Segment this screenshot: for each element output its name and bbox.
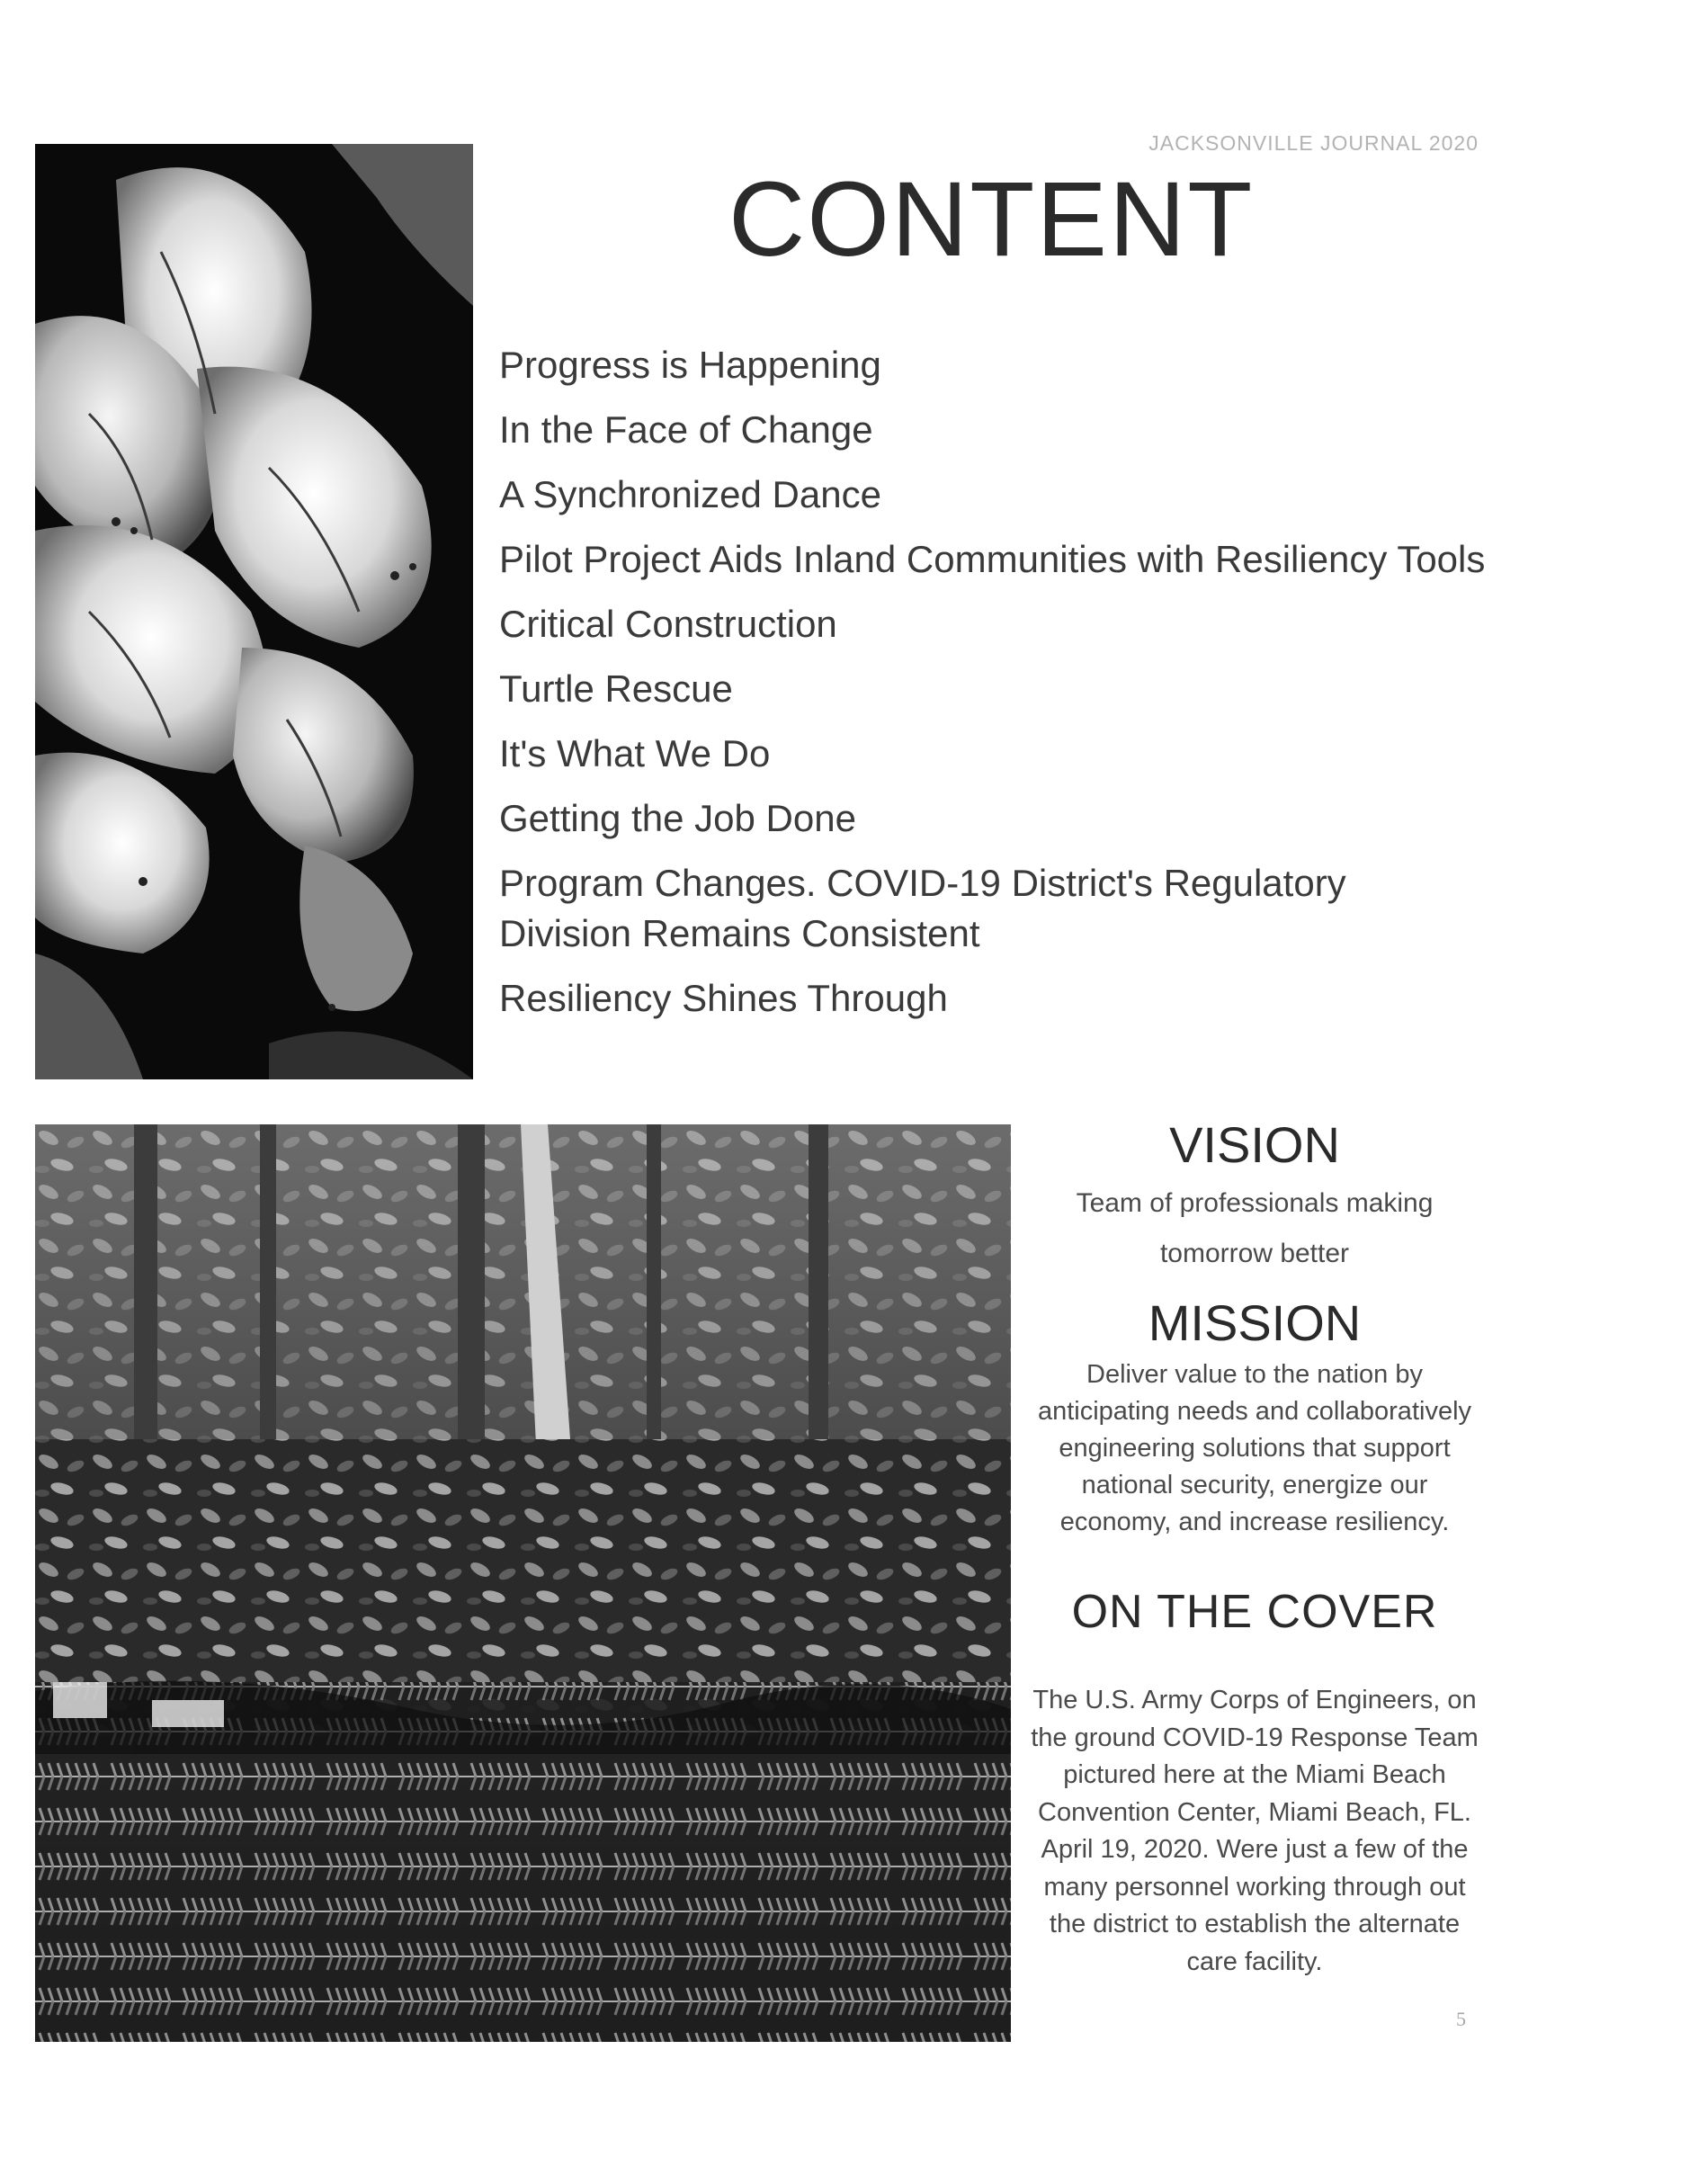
page-number: 5 bbox=[1456, 2008, 1466, 2030]
toc-item[interactable]: Resiliency Shines Through bbox=[499, 977, 948, 1019]
toc-item[interactable]: In the Face of Change bbox=[499, 408, 873, 451]
toc-item[interactable]: Turtle Rescue bbox=[499, 667, 733, 710]
flower-photo bbox=[35, 144, 473, 1079]
toc-item[interactable]: Critical Construction bbox=[499, 603, 837, 645]
toc-item[interactable]: Getting the Job Done bbox=[499, 797, 856, 839]
toc-item[interactable]: It's What We Do bbox=[499, 732, 771, 774]
mission-heading: MISSION bbox=[1148, 1294, 1362, 1351]
table-of-contents bbox=[499, 340, 1488, 1038]
vision-text: Team of professionals making tomorrow better bbox=[1076, 1188, 1434, 1268]
vision-heading: VISION bbox=[1169, 1116, 1340, 1173]
mission-text: Deliver value to the nation by anticipating needs and collaboratively engineering solutions that support national security, energize our economy, and increase resiliency. bbox=[1037, 1360, 1472, 1536]
toc-item[interactable]: A Synchronized Dance bbox=[499, 473, 881, 515]
page-title: CONTENT bbox=[728, 160, 1255, 279]
toc-item[interactable]: Pilot Project Aids Inland Communities with Resiliency Tools bbox=[499, 538, 1486, 580]
cover-text: The U.S. Army Corps of Engineers, on the ground COVID-19 Response Team pictured here at the Miami Beach Convention Center, Miami Beach, FL. April 19, 2020. Were just a few of the many personnel working through out the district to establish the alternate care facility. bbox=[1031, 1686, 1479, 1976]
forest-illustration bbox=[35, 1124, 1011, 2042]
forest-photo bbox=[35, 1124, 1011, 2042]
flower-illustration bbox=[35, 144, 473, 1079]
toc-item[interactable]: Progress is Happening bbox=[499, 344, 881, 386]
toc-item[interactable]: Program Changes. COVID-19 District's Regulatory Division Remains Consistent bbox=[499, 862, 1346, 954]
cover-heading: ON THE COVER bbox=[1071, 1586, 1438, 1638]
journal-label: JACKSONVILLE JOURNAL 2020 bbox=[1148, 131, 1479, 155]
